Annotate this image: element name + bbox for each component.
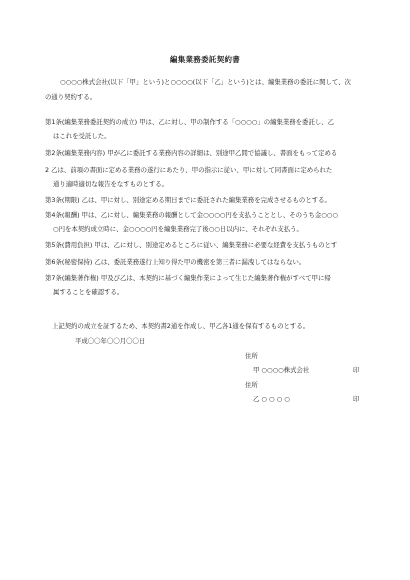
article-2-line-1: 第2条(編集業務内容) 甲が乙に委託する業務内容の詳細は、別途甲乙間で協議し、書面をもって定める bbox=[45, 149, 338, 157]
article-7-line-1: 第7条(編集著作権) 甲及び乙は、本契約に基づく編集作業によって生じた編集著作権がすべて甲に帰 bbox=[45, 274, 331, 282]
intro-line-1: ○○○○株式会社(以下「甲」という)と○○○○(以下「乙」という)とは、編集業務の委託に関して、次 bbox=[60, 78, 351, 86]
article-7-line-2: 属することを確認する。 bbox=[53, 288, 124, 296]
article-1-line-2: はこれを受託した。 bbox=[53, 132, 111, 140]
article-5-line-1: 第5条(費用負担) 甲は、乙に対し、別途定めるところに従い、編集業務に必要な経費を支払うものとす bbox=[45, 241, 338, 249]
article-4-line-1: 第4条(報酬) 甲は、乙に対し、編集業務の報酬として金○○○○円を支払うこととし、そのうち金○○○ bbox=[45, 211, 338, 219]
article-2-paragraph-2-line-1: 2 乙は、前項の書面に定める業務の遂行にあたり、甲の指示に従い、甲に対して同書面に定められた bbox=[45, 166, 333, 174]
contract-date: 平成〇〇年〇〇月〇〇日 bbox=[75, 337, 146, 345]
closing-statement: 上記契約の成立を証するため、本契約書2通を作成し、甲乙各1通を保有するものとする。 bbox=[52, 322, 310, 330]
party-1-name: 甲 ○○○○株式会社 bbox=[253, 366, 310, 374]
document-title: 編集業務委託契約書 bbox=[169, 55, 241, 64]
party-2-name: 乙 ○ ○ ○ ○ bbox=[253, 395, 290, 403]
article-6-line-1: 第6条(秘密保持) 乙は、委託業務遂行上知り得た甲の機密を第三者に漏洩してはならない。 bbox=[45, 258, 306, 266]
article-1-line-1: 第1条(編集業務委託契約の成立) 甲は、乙に対し、甲の制作する「○○○○」の編集業務を委託し、乙 bbox=[45, 118, 335, 126]
party-2-address-label: 住所 bbox=[245, 381, 258, 389]
article-2-paragraph-2-line-2: 通り適時適切な報告をなすものとする。 bbox=[53, 180, 169, 188]
party-2-seal: 印 bbox=[353, 395, 360, 403]
article-4-line-2: ○円を本契約成立時に、金○○○○円を編集業務完了後○○日以内に、それぞれ支払う。 bbox=[53, 225, 303, 233]
party-1-address-label: 住所 bbox=[245, 352, 258, 360]
intro-line-2: の通り契約する。 bbox=[45, 93, 97, 101]
article-3-line-1: 第3条(期限) 乙は、甲に対し、別途定める期日までに委託された編集業務を完成させるものとする。 bbox=[45, 196, 331, 204]
party-1-seal: 印 bbox=[353, 366, 360, 374]
